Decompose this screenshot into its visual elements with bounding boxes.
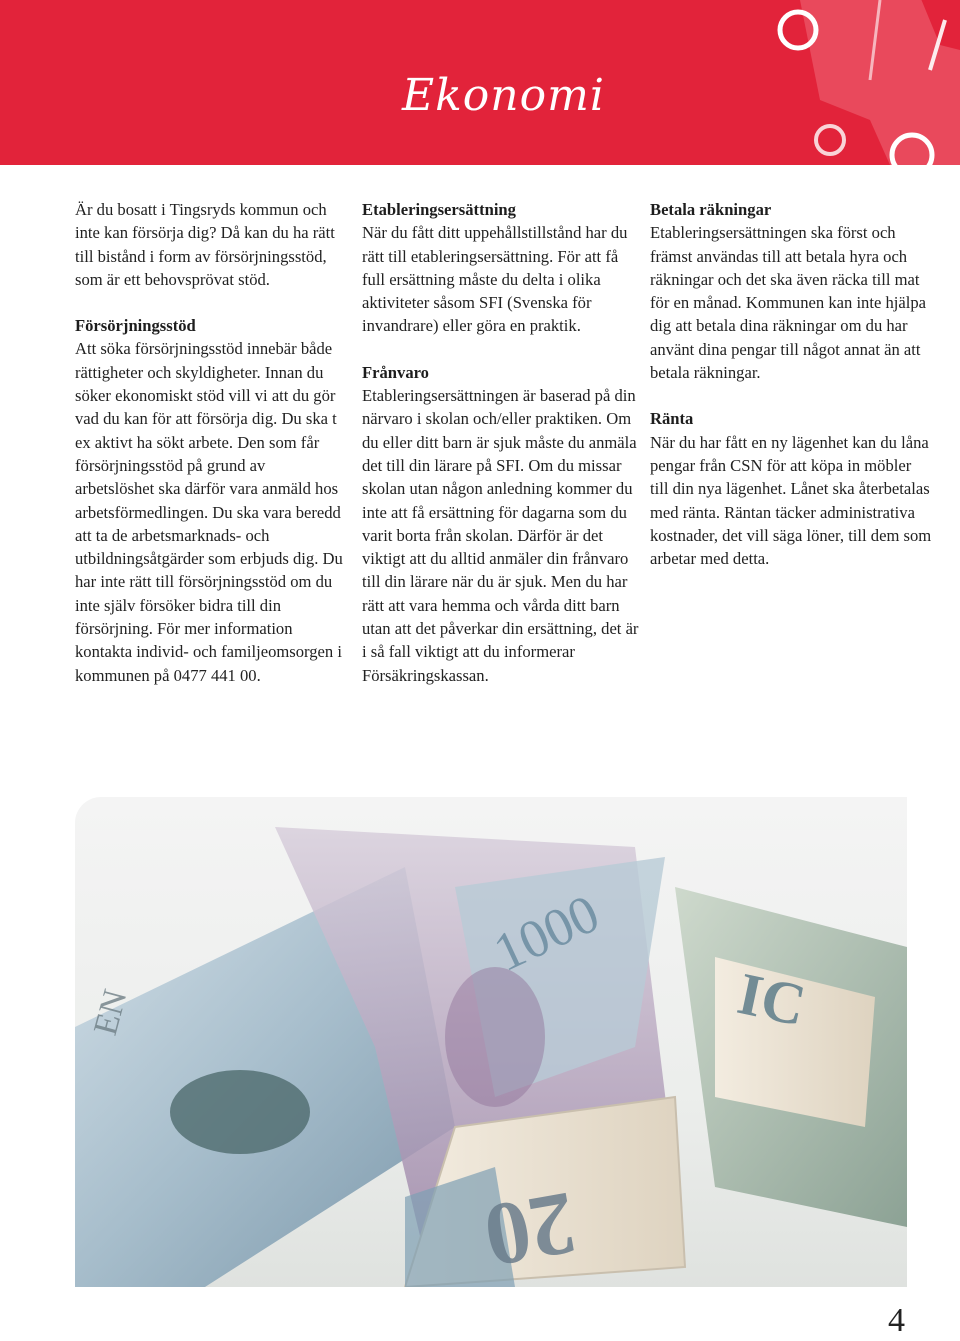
- banknote-text-en: EN: [86, 985, 135, 1040]
- heading-etableringsersattning: Etableringsersättning: [362, 200, 516, 219]
- banknote-text-ic: IC: [732, 960, 812, 1039]
- star-decoration-icon: [730, 0, 960, 165]
- paragraph-forsorjningsstod: Att söka försörjningsstöd innebär både rättigheter och skyldigheter. Innan du söker ekonomiskt stöd vill vi att du gör vad du kan för att försörja dig. Du ska t ex aktivt ha sökt arbete. Den som får försörjningsstöd på grund av arbetslöshet ska därför vara anmäld hos arbetsförmedlingen. Du ska vara beredd att ta de arbetsmarknads- och utbildningsåtgärder som erbjuds dig. Du har inte rätt till försörjningsstöd om du inte själv försöker bidra till din försörjning. För mer information kontakta individ- och familjeomsorgen i kommunen på 0477 441 00.: [75, 339, 343, 685]
- paragraph-etableringsersattning: När du fått ditt uppehållstillstånd har du rätt till etableringsersättning. För att få full ersättning måste du delta i olika aktiviteter såsom SFI (Svenska för invandrare) eller göra en praktik.: [362, 223, 628, 336]
- column-right: [650, 198, 932, 593]
- heading-ranta: Ränta: [650, 409, 694, 429]
- paragraph-ranta: När du har fått en ny lägenhet kan du låna pengar från CSN för att köpa in möbler till din nya lägenhet. Lånet ska återbetalas med ränta. Räntan täcker administrativa kostnader, det vill säga löner, till dem som arbetar med detta.: [650, 432, 932, 569]
- heading-betala-rakningar: Betala räkningar: [650, 200, 772, 219]
- heading-forsorjningsstod: Försörjningsstöd: [75, 316, 196, 336]
- banknotes-illustration: [75, 797, 907, 1287]
- header-banner: [0, 0, 960, 165]
- banknote-text-1000: 1000: [484, 882, 608, 983]
- column-left: [75, 198, 347, 710]
- page-title: Ekonomi: [402, 70, 605, 121]
- column-middle: [362, 198, 642, 710]
- intro-paragraph: Är du bosatt i Tingsryds kommun och inte kan försörja dig? Då kan du ha rätt till bistånd i form av försörjningsstöd, som är ett behovsprövat stöd.: [75, 200, 335, 289]
- banknotes-photo: [75, 797, 907, 1287]
- heading-franvaro: Frånvaro: [362, 362, 429, 382]
- banknote-text-20: 20: [477, 1172, 584, 1286]
- page-number: 4: [888, 1302, 905, 1339]
- paragraph-betala-rakningar: Etableringsersättningen ska först och främst användas till att betala hyra och räkningar och det ska även räcka till mat för en månad. Kommunen kan inte hjälpa dig att betala dina räkningar om du har använt dina pengar till något annat än att betala räkningar.: [650, 223, 927, 383]
- paragraph-franvaro: Etableringsersättningen är baserad på din närvaro i skolan och/eller praktiken. Om du eller ditt barn är sjuk måste du anmäla det till din lärare på SFI. Om du missar skolan utan någon anledning kommer du inte att få ersättning för dagarna som du varit borta från skolan. Därför är det viktigt att du alltid anmäler din frånvaro till din lärare när du är sjuk. Men du har rätt att vara hemma och vårda ditt barn utan att det påverkar din ersättning, det är i så fall viktigt att du informerar Försäkringskassan.: [362, 386, 639, 685]
